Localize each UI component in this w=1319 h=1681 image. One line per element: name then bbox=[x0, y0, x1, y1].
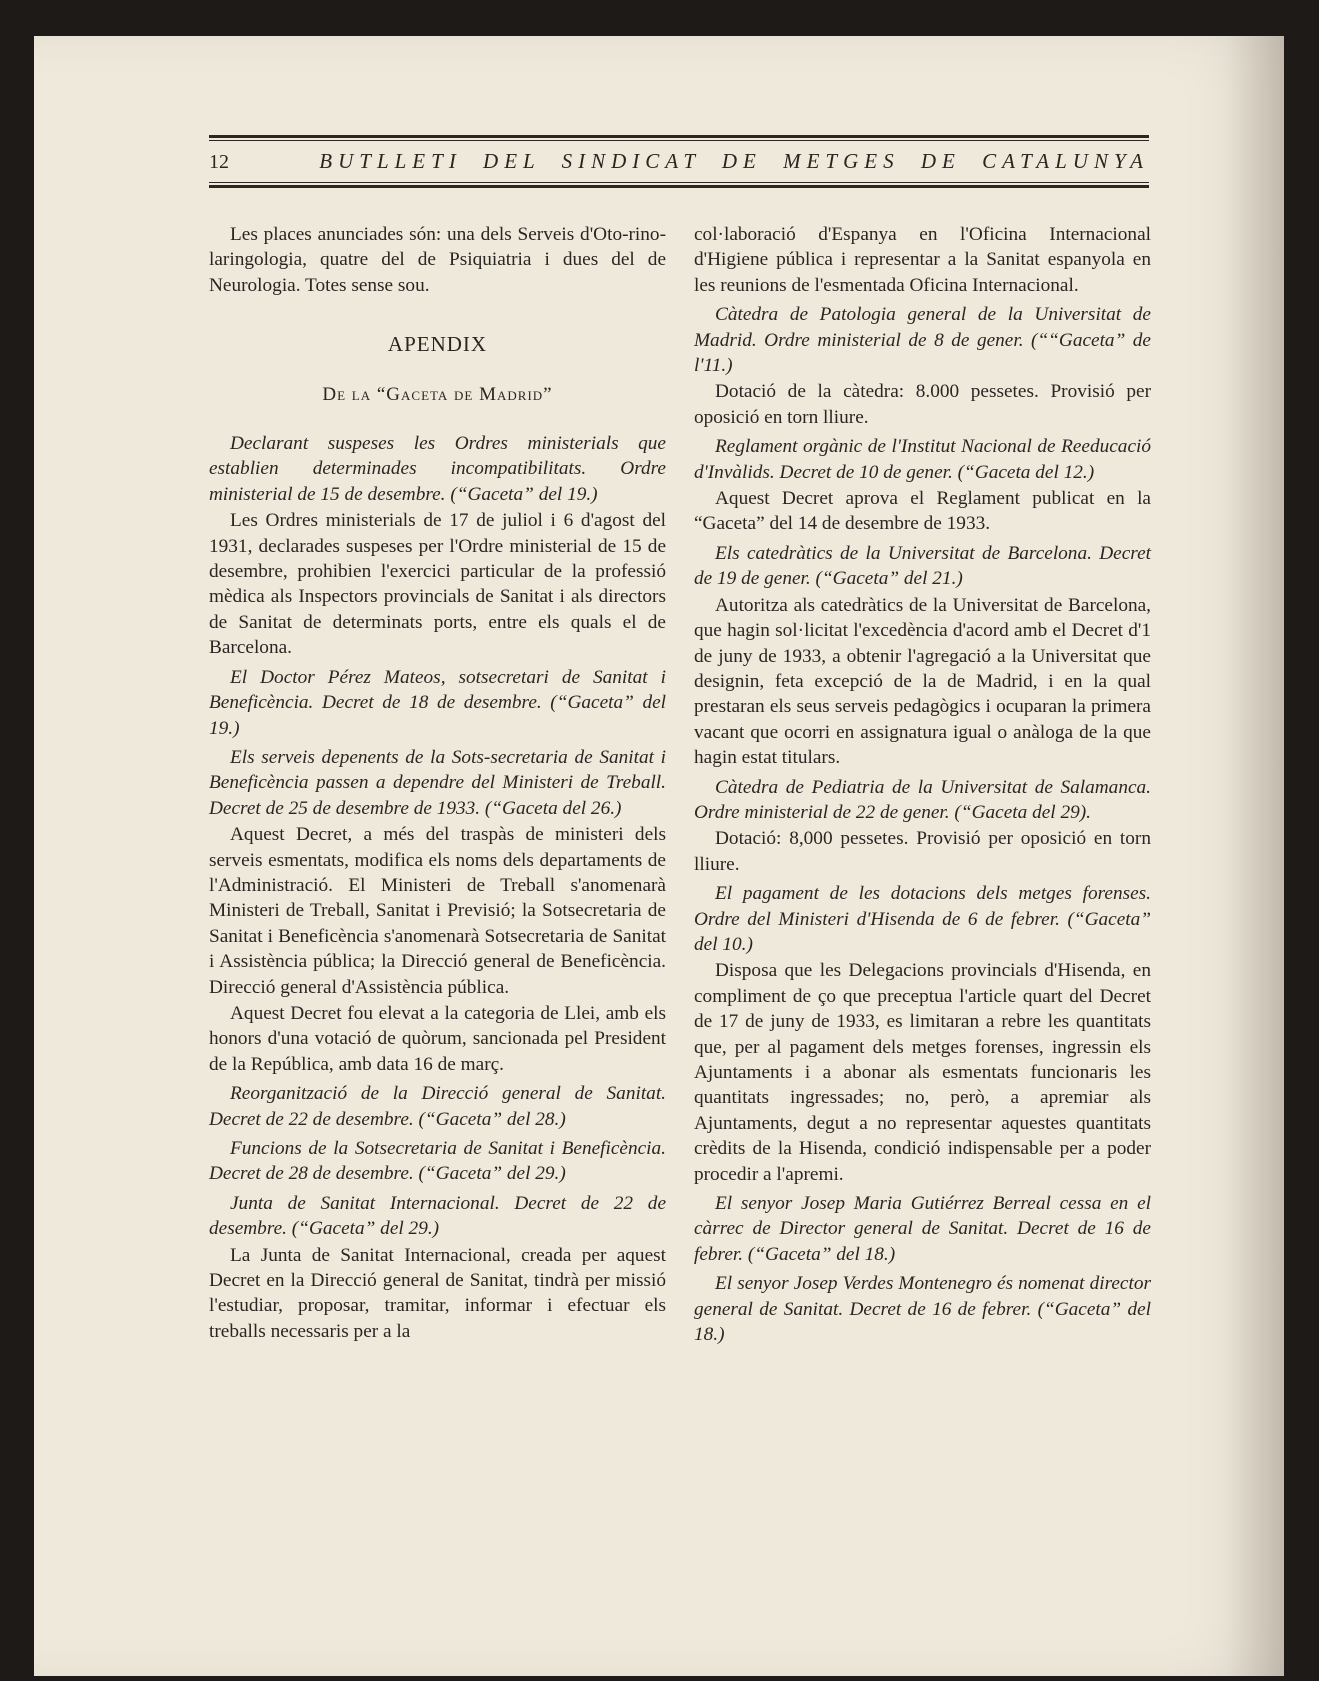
entry-title: Els catedràtics de la Universitat de Barcelona. Decret de 19 de gener. (“Gaceta” del 21.) bbox=[694, 542, 1151, 590]
entry-title: Els serveis depenents de la Sots-secretaria de Sanitat i Beneficència passen a dependre del Ministeri de Treball. Decret de 25 de desembre de 1933. (“Gaceta del 26.) bbox=[209, 746, 666, 819]
header-rule-bottom bbox=[209, 185, 1149, 188]
entry-body: Autoritza als catedràtics de la Universitat de Barcelona, que hagin sol·licitat l'excedència d'acord amb el Decret d'1 de juny de 1933, a obtenir l'agregació a la Universitat que designin, feta excepció de la de Madrid, i en la qual prestaran els seus serveis pedagògics i ocuparan la primera vacant que ocorri en assignatura igual o anàloga de la que hagin estat titulars. bbox=[694, 594, 1151, 769]
entry-title: Càtedra de Pediatria de la Universitat de Salamanca. Ordre ministerial de 22 de gener. (“Gaceta del 29). bbox=[694, 776, 1151, 823]
entry-title: Reorganització de la Direcció general de Sanitat. Decret de 22 de desembre. (“Gaceta” del 28.) bbox=[209, 1083, 666, 1130]
entry-title: El Doctor Pérez Mateos, sotsecretari de Sanitat i Beneficència. Decret de 18 de desembre. (“Gaceta” del 19.) bbox=[209, 666, 666, 739]
header-row bbox=[209, 141, 1149, 180]
entry-body: Dotació: 8,000 pessetes. Provisió per oposició en torn lliure. bbox=[694, 828, 1151, 875]
right-column bbox=[694, 222, 1151, 1347]
running-title: BUTLLETI DEL SINDICAT DE METGES DE CATALUNYA bbox=[319, 149, 1149, 173]
continued-paragraph: col·laboració d'Espanya en l'Oficina Internacional d'Higiene pública i representar a la Sanitat espanyola en les reunions de l'esmentada Oficina Internacional. bbox=[694, 224, 1151, 296]
entry-body: La Junta de Sanitat Internacional, creada per aquest Decret en la Direcció general de Sanitat, tindrà per missió l'estudiar, proposar, tramitar, informar i efectuar els treballs necessaris per a la bbox=[209, 1244, 666, 1342]
entry-body: Aquest Decret, a més del traspàs de ministeri dels serveis esmentats, modifica els noms dels departaments de l'Administració. El Ministeri de Treball s'anomenarà Ministeri de Treball, Sanitat i Previsió; la Sotsecretaria de Sanitat i Beneficència s'anomenarà Sotsecretaria de Sanitat i Assistència pública; la Direcció general de Beneficència. Direcció general d'Assistència pública. bbox=[209, 824, 666, 998]
entry-title: Càtedra de Patologia general de la Universitat de Madrid. Ordre ministerial de 8 de gener. (““Gaceta” de l'11.) bbox=[694, 304, 1151, 377]
header-rule-bottom-thin bbox=[209, 182, 1149, 183]
entry-title: Declarant suspeses les Ordres ministerials que establien determinades incompatibilitats. Ordre ministerial de 15 de desembre. (“Gaceta” del 19.) bbox=[209, 433, 666, 505]
appendix-subtitle: De la “Gaceta de Madrid” bbox=[322, 383, 553, 405]
entry-body: Disposa que les Delegacions provincials d'Hisenda, en compliment de ço que preceptua l'article quart del Decret de 17 de juny de 1933, es limitaran a rebre les quantitats que, per al pagament dels metges forenses, ingressin els Ajuntaments i a abonar als esmentats funcionaris les quantitats ingressades; no, però, a apremiar als Ajuntaments, degut a no representar aquestes quantitats crèdits de la Hisenda, condició indispensable per a poder procedir a l'apremi. bbox=[694, 960, 1151, 1185]
entry-title: El pagament de les dotacions dels metges forenses. Ordre del Ministeri d'Hisenda de 6 de febrer. (“Gaceta” del 10.) bbox=[694, 883, 1151, 955]
intro-paragraph: Les places anunciades són: una dels Serveis d'Oto-rino-laringologia, quatre del de Psiquiatria i dues del de Neurologia. Totes sense sou. bbox=[209, 224, 666, 296]
entry-body: Aquest Decret fou elevat a la categoria de Llei, amb els honors d'una votació de quòrum, sancionada pel President de la República, amb data 16 de març. bbox=[209, 1002, 666, 1075]
page-number: 12 bbox=[209, 151, 229, 173]
entry-title: Junta de Sanitat Internacional. Decret de 22 de desembre. (“Gaceta” del 29.) bbox=[209, 1192, 666, 1240]
left-column bbox=[209, 222, 666, 1344]
entry-title: El senyor Josep Maria Gutiérrez Berreal cessa en el càrrec de Director general de Sanitat. Decret de 16 de febrer. (“Gaceta” del 18.) bbox=[694, 1193, 1151, 1265]
appendix-title: APENDIX bbox=[387, 332, 488, 357]
entry-body: Aquest Decret aprova el Reglament publicat en la “Gaceta” del 14 de desembre de 1933. bbox=[694, 488, 1151, 535]
page-header bbox=[209, 135, 1149, 188]
entry-title: Reglament orgànic de l'Institut Nacional de Reeducació d'Invàlids. Decret de 10 de gener. (“Gaceta del 12.) bbox=[694, 436, 1151, 483]
entry-body: Dotació de la càtedra: 8.000 pessetes. Provisió per oposició en torn lliure. bbox=[694, 381, 1151, 428]
entry-title: Funcions de la Sotsecretaria de Sanitat i Beneficència. Decret de 28 de desembre. (“Gaceta” del 29.) bbox=[209, 1138, 666, 1185]
header-rule-top bbox=[209, 135, 1149, 138]
entry-body: Les Ordres ministerials de 17 de juliol i 6 d'agost del 1931, declarades suspeses per l'Ordre ministerial de 15 de desembre, prohibien l'exercici particular de la professió mèdica als Inspectors provincials de Sanitat i als directors de Sanitat de determinats ports, entre els quals el de Barcelona. bbox=[209, 510, 666, 659]
entry-title: El senyor Josep Verdes Montenegro és nomenat director general de Sanitat. Decret de 16 de febrer. (“Gaceta” del 18.) bbox=[694, 1273, 1151, 1346]
